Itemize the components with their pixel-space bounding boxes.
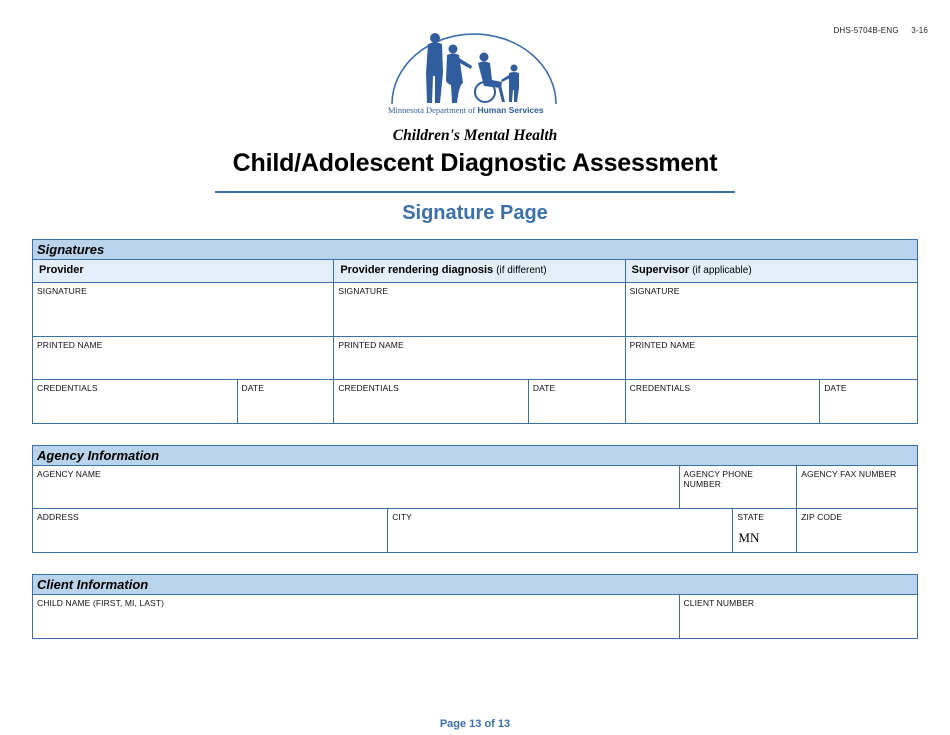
agency-section-header: Agency Information bbox=[33, 446, 917, 466]
form-date: 3-16 bbox=[911, 26, 928, 35]
agency-name-label: AGENCY NAME bbox=[37, 469, 101, 479]
signature-label: SIGNATURE bbox=[629, 286, 680, 296]
provider-date-field[interactable] bbox=[238, 380, 335, 423]
child-name-field[interactable] bbox=[33, 595, 680, 638]
date-label: DATE bbox=[824, 383, 847, 393]
signatures-section-header: Signatures bbox=[33, 240, 917, 260]
city-field[interactable] bbox=[388, 509, 733, 552]
provider-signature-field[interactable] bbox=[33, 283, 334, 336]
agency-name-field[interactable] bbox=[33, 466, 680, 508]
address-row bbox=[33, 509, 917, 552]
date-label: DATE bbox=[241, 383, 264, 393]
logo-text bbox=[388, 105, 544, 115]
rendering-provider-credentials-field[interactable] bbox=[334, 380, 529, 423]
form-number: DHS-5704B-ENG bbox=[833, 26, 899, 35]
credentials-label: CREDENTIALS bbox=[338, 383, 399, 393]
client-number-field[interactable] bbox=[680, 595, 917, 638]
zip-field[interactable] bbox=[797, 509, 917, 552]
client-row bbox=[33, 595, 917, 638]
supervisor-signature-field[interactable] bbox=[626, 283, 917, 336]
supervisor-header-note: (if applicable) bbox=[692, 265, 752, 276]
title-divider bbox=[215, 191, 735, 193]
signature-label: SIGNATURE bbox=[37, 286, 87, 296]
supervisor-header-label: Supervisor bbox=[631, 264, 690, 276]
state-label: STATE bbox=[737, 512, 765, 522]
signature-row bbox=[33, 283, 917, 337]
signatures-column-headers bbox=[33, 260, 917, 283]
state-value: MN bbox=[738, 530, 760, 545]
agency-fax-field[interactable] bbox=[797, 466, 917, 508]
agency-section bbox=[32, 445, 918, 553]
printed-name-label: PRINTED NAME bbox=[629, 340, 696, 350]
document-title: Child/Adolescent Diagnostic Assessment bbox=[232, 149, 718, 177]
signature-label: SIGNATURE bbox=[338, 286, 389, 296]
supervisor-column-header bbox=[626, 260, 917, 282]
logo-emphasis: Human Services bbox=[477, 105, 544, 115]
supervisor-date-field[interactable] bbox=[820, 380, 917, 423]
page-heading: Signature Page bbox=[402, 202, 548, 224]
agency-phone-label: AGENCY PHONE NUMBER bbox=[683, 469, 754, 489]
date-label: DATE bbox=[532, 383, 556, 393]
rendering-provider-column-header bbox=[334, 260, 625, 282]
credentials-date-row bbox=[33, 380, 917, 423]
address-label: ADDRESS bbox=[37, 512, 79, 522]
agency-phone-field[interactable] bbox=[680, 466, 798, 508]
child-name-label: CHILD NAME (FIRST, MI, LAST) bbox=[37, 598, 165, 608]
printed-name-row bbox=[33, 337, 917, 380]
page-number: Page 13 of 13 bbox=[439, 718, 511, 730]
rendering-provider-header-note: (if different) bbox=[496, 265, 547, 276]
city-label: CITY bbox=[392, 512, 412, 522]
provider-column-header bbox=[33, 260, 334, 282]
rendering-provider-signature-field[interactable] bbox=[334, 283, 625, 336]
dhs-logo bbox=[380, 28, 570, 120]
client-number-label: CLIENT NUMBER bbox=[683, 598, 755, 608]
address-field[interactable] bbox=[33, 509, 388, 552]
provider-header-label: Provider bbox=[39, 264, 84, 276]
credentials-label: CREDENTIALS bbox=[629, 383, 691, 393]
credentials-label: CREDENTIALS bbox=[37, 383, 98, 393]
signatures-section bbox=[32, 239, 918, 424]
provider-credentials-field[interactable] bbox=[33, 380, 238, 423]
rendering-provider-header-label: Provider rendering diagnosis bbox=[340, 264, 494, 276]
client-section-header: Client Information bbox=[33, 575, 917, 595]
supervisor-printed-name-field[interactable] bbox=[626, 337, 917, 379]
family-logo-icon bbox=[380, 28, 570, 108]
state-field[interactable] bbox=[733, 509, 797, 552]
document-subtitle: Children's Mental Health bbox=[392, 127, 558, 144]
provider-printed-name-field[interactable] bbox=[33, 337, 334, 379]
rendering-provider-date-field[interactable] bbox=[529, 380, 626, 423]
form-code bbox=[833, 26, 928, 35]
printed-name-label: PRINTED NAME bbox=[37, 340, 103, 350]
agency-name-row bbox=[33, 466, 917, 509]
client-section bbox=[32, 574, 918, 639]
supervisor-credentials-field[interactable] bbox=[626, 380, 821, 423]
printed-name-label: PRINTED NAME bbox=[338, 340, 404, 350]
agency-fax-label: AGENCY FAX NUMBER bbox=[801, 469, 897, 479]
rendering-provider-printed-name-field[interactable] bbox=[334, 337, 625, 379]
logo-prefix: Minnesota Department of bbox=[388, 105, 476, 115]
zip-label: ZIP CODE bbox=[801, 512, 843, 522]
